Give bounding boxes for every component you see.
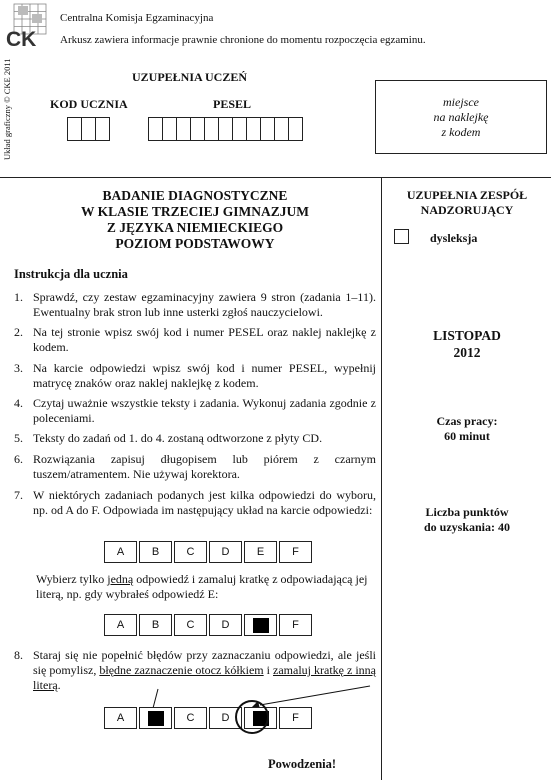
- pesel-boxes[interactable]: [148, 117, 302, 141]
- answer-grid-example: [104, 541, 314, 563]
- organization-name: Centralna Komisja Egzaminacyjna: [60, 12, 214, 24]
- item-text: Teksty do zadań od 1. do 4. zostaną odtworzone z płyty CD.: [33, 431, 323, 445]
- exam-date: [386, 327, 548, 361]
- answer-box: E: [244, 541, 277, 563]
- date-year: 2012: [453, 345, 481, 360]
- instruction-item: [14, 488, 376, 518]
- item-text: Sprawdź, czy zestaw egzaminacyjny zawiera 9 stron (zadania 1–11). Ewentualny brak stron lub inne usterki zgłoś nauczycielowi.: [33, 290, 376, 319]
- digit-box[interactable]: [274, 117, 289, 141]
- svg-text:CK: CK: [6, 28, 37, 48]
- answer-box: B: [139, 614, 172, 636]
- sticker-placeholder: [375, 80, 547, 154]
- duration-value: 60 minut: [444, 429, 490, 443]
- answer-box: F: [279, 614, 312, 636]
- dyslexia-label: dysleksja: [430, 231, 478, 245]
- title-line: POZIOM PODSTAWOWY: [115, 236, 275, 251]
- item-number: 3.: [14, 361, 23, 375]
- answer-box: D: [209, 541, 242, 563]
- choose-text: Wybierz tylko: [36, 572, 108, 586]
- answer-box: A: [104, 707, 137, 729]
- instruction-item: [14, 396, 376, 426]
- item-text: Na tej stronie wpisz swój kod i numer PESEL oraz naklej naklejkę z kodem.: [33, 325, 376, 354]
- points-label: Liczba punktów: [425, 505, 509, 519]
- digit-box[interactable]: [67, 117, 82, 141]
- item-number: 6.: [14, 452, 23, 466]
- answer-box: C: [174, 614, 207, 636]
- answer-box: D: [209, 707, 242, 729]
- digit-box[interactable]: [246, 117, 261, 141]
- date-month: LISTOPAD: [433, 328, 501, 343]
- answer-box-filled: [139, 707, 172, 729]
- sticker-line: na naklejkę: [433, 109, 489, 124]
- student-code-boxes[interactable]: [67, 117, 109, 141]
- answer-grid-marked-example: [104, 614, 314, 636]
- instructions-heading: Instrukcja dla ucznia: [14, 267, 128, 281]
- copyright-note: Układ graficzny © CKE 2011: [2, 58, 12, 160]
- instruction-item: [14, 431, 376, 446]
- student-code-label: KOD UCZNIA: [50, 97, 128, 111]
- max-points: [386, 505, 548, 535]
- digit-box[interactable]: [148, 117, 163, 141]
- answer-box: F: [279, 707, 312, 729]
- digit-box[interactable]: [81, 117, 96, 141]
- item-text-part: i: [263, 663, 274, 677]
- supervisor-label-line: UZUPEŁNIA ZESPÓŁ: [406, 188, 528, 202]
- supervisor-fill-label: [386, 188, 548, 218]
- digit-box[interactable]: [162, 117, 177, 141]
- item-number: 5.: [14, 431, 23, 445]
- digit-box[interactable]: [218, 117, 233, 141]
- dyslexia-checkbox[interactable]: [394, 229, 409, 244]
- sticker-line: z kodem: [441, 124, 481, 139]
- answer-box-filled: [244, 614, 277, 636]
- choose-instruction: [36, 572, 376, 602]
- instruction-item: [14, 361, 376, 391]
- answer-box: A: [104, 541, 137, 563]
- instruction-item: [14, 452, 376, 482]
- answer-grid-correction-example: [104, 707, 314, 729]
- item-text-part: .: [57, 678, 61, 692]
- item-number: 4.: [14, 396, 23, 410]
- points-value: do uzyskania: 40: [423, 520, 511, 534]
- item-number: 2.: [14, 325, 23, 339]
- duration-label: Czas pracy:: [436, 414, 498, 428]
- choose-emphasis: jedną: [107, 572, 134, 586]
- student-fill-label: UZUPEŁNIA UCZEŃ: [132, 70, 248, 84]
- item-text-emphasis: zamaluj kratkę z inną literą: [33, 663, 377, 692]
- answer-box: C: [174, 541, 207, 563]
- confidentiality-notice: Arkusz zawiera informacje prawnie chronione do momentu rozpoczęcia egzaminu.: [60, 34, 426, 46]
- answer-box: A: [104, 614, 137, 636]
- answer-box: F: [279, 541, 312, 563]
- divider: [381, 177, 382, 780]
- title-line: BADANIE DIAGNOSTYCZNE: [102, 188, 288, 203]
- instruction-item: [14, 290, 376, 320]
- digit-box[interactable]: [260, 117, 275, 141]
- title-line: W KLASIE TRZECIEJ GIMNAZJUM: [81, 204, 309, 219]
- digit-box[interactable]: [204, 117, 219, 141]
- digit-box[interactable]: [95, 117, 110, 141]
- item-text: Czytaj uważnie wszystkie teksty i zadania. Wykonuj zadania zgodnie z poleceniami.: [33, 396, 376, 425]
- digit-box[interactable]: [288, 117, 303, 141]
- item-text: Na karcie odpowiedzi wpisz swój kod i numer PESEL, wypełnij matrycę znaków oraz naklej naklejkę z kodem.: [33, 361, 376, 390]
- pesel-label: PESEL: [213, 97, 252, 111]
- answer-box: B: [139, 541, 172, 563]
- item-number: 7.: [14, 488, 23, 502]
- correction-circle: [235, 700, 269, 734]
- item-text: Rozwiązania zapisuj długopisem lub piórem z czarnym tuszem/atramentem. Nie używaj korektora.: [33, 452, 376, 481]
- choose-text: odpowiedź i zamaluj kratkę z odpowiadającą jej literą, np. gdy wybrałeś odpowiedź E:: [36, 572, 368, 601]
- divider: [0, 177, 551, 178]
- digit-box[interactable]: [176, 117, 191, 141]
- instruction-item: [14, 325, 376, 355]
- answer-box: D: [209, 614, 242, 636]
- title-line: Z JĘZYKA NIEMIECKIEGO: [106, 220, 284, 235]
- sticker-line: miejsce: [443, 94, 479, 109]
- item-text-part: Staraj się nie popełnić błędów przy zaznaczaniu odpowiedzi, ale jeśli się pomylisz,: [33, 648, 376, 677]
- digit-box[interactable]: [190, 117, 205, 141]
- item-text: W niektórych zadaniach podanych jest kilka odpowiedzi do wyboru, np. od A do F. Odpowiada im następujący układ na karcie odpowiedzi:: [33, 488, 376, 517]
- item-number: 1.: [14, 290, 23, 304]
- good-luck-text: Powodzenia!: [268, 757, 337, 771]
- item-number: 8.: [14, 648, 23, 662]
- supervisor-label-line: NADZORUJĄCY: [420, 203, 514, 217]
- exam-duration: [386, 414, 548, 444]
- item-text-emphasis: błędne zaznaczenie otocz kółkiem: [99, 663, 264, 677]
- answer-box: C: [174, 707, 207, 729]
- cke-logo: [4, 2, 48, 48]
- exam-title: [20, 188, 370, 252]
- digit-box[interactable]: [232, 117, 247, 141]
